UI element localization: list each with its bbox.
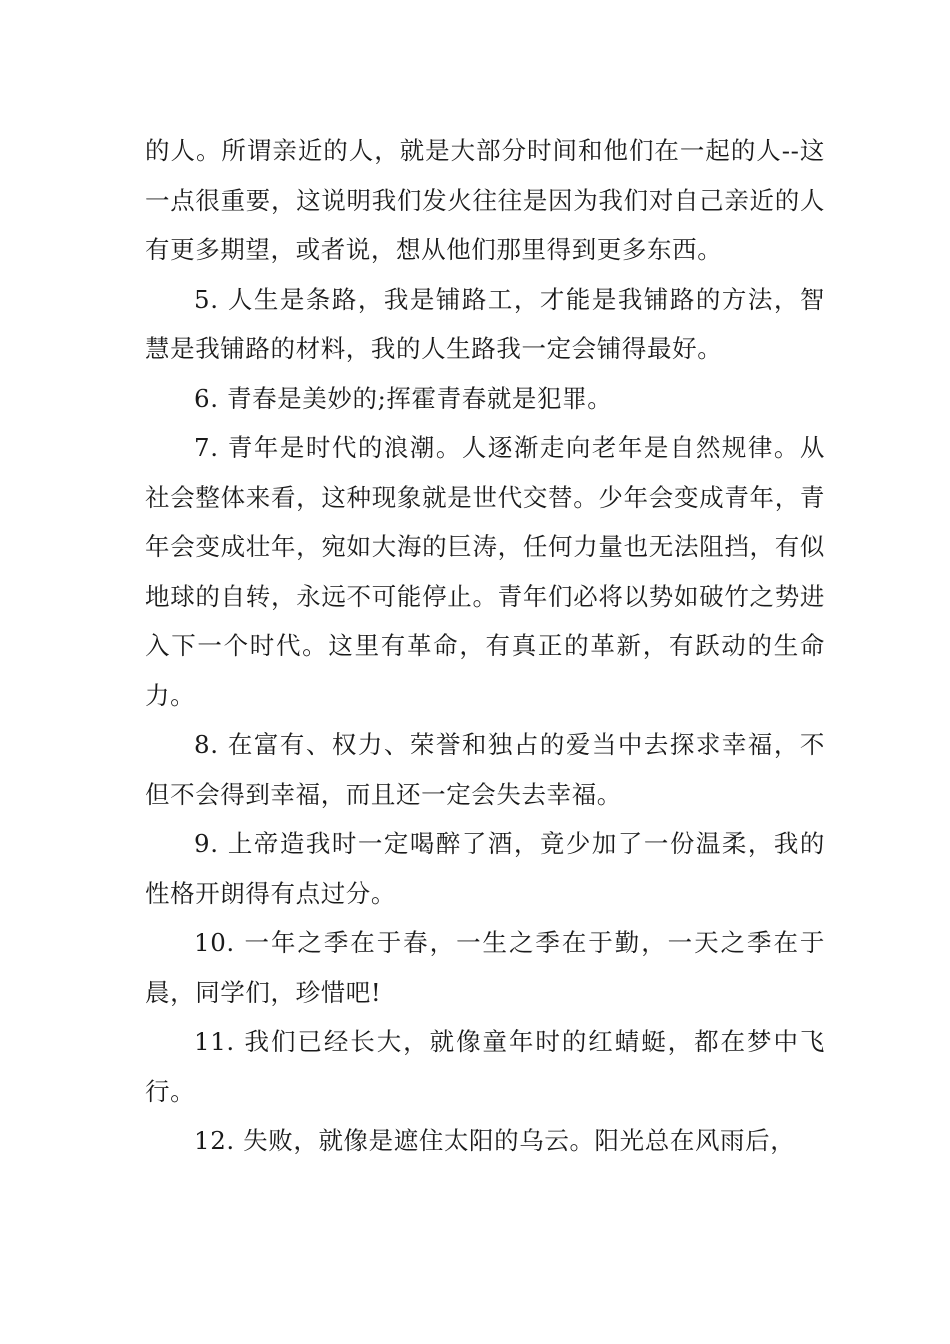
- paragraph-item-6: 6. 青春是美妙的;挥霍青春就是犯罪。: [194, 383, 613, 413]
- paragraph-item-10: 10. 一年之季在于春，一生之季在于勤，一天之季在于晨，同学们，珍惜吧!: [145, 928, 825, 1007]
- paragraph-item-7: 7. 青年是时代的浪潮。人逐渐走向老年是自然规律。从社会整体来看，这种现象就是世代交替。少年会变成青年，青年会变成壮年，宛如大海的巨涛，任何力量也无法阻挡，有似地球的自转，永远不可能停止。青年们必将以势如破竹之势进入下一个时代。这里有革命，有真正的革新，有跃动的生命力。: [145, 433, 825, 710]
- paragraph-item-11: 11. 我们已经长大，就像童年时的红蜻蜓，都在梦中飞行。: [145, 1027, 825, 1106]
- paragraph-item-9: 9. 上帝造我时一定喝醉了酒，竟少加了一份温柔，我的性格开朗得有点过分。: [145, 829, 825, 908]
- paragraph-item-12: 12. 失败，就像是遮住太阳的乌云。阳光总在风雨后，: [194, 1126, 796, 1155]
- paragraph-item-8: 8. 在富有、权力、荣誉和独占的爱当中去探求幸福，不但不会得到幸福，而且还一定会失去幸福。: [145, 730, 825, 809]
- document-body: [145, 126, 825, 1166]
- paragraph-continuation: 的人。所谓亲近的人，就是大部分时间和他们在一起的人--这一点很重要，这说明我们发火往往是因为我们对自己亲近的人有更多期望，或者说，想从他们那里得到更多东西。: [145, 136, 825, 264]
- paragraph-item-5: 5. 人生是条路，我是铺路工，才能是我铺路的方法，智慧是我铺路的材料，我的人生路我一定会铺得最好。: [145, 284, 825, 363]
